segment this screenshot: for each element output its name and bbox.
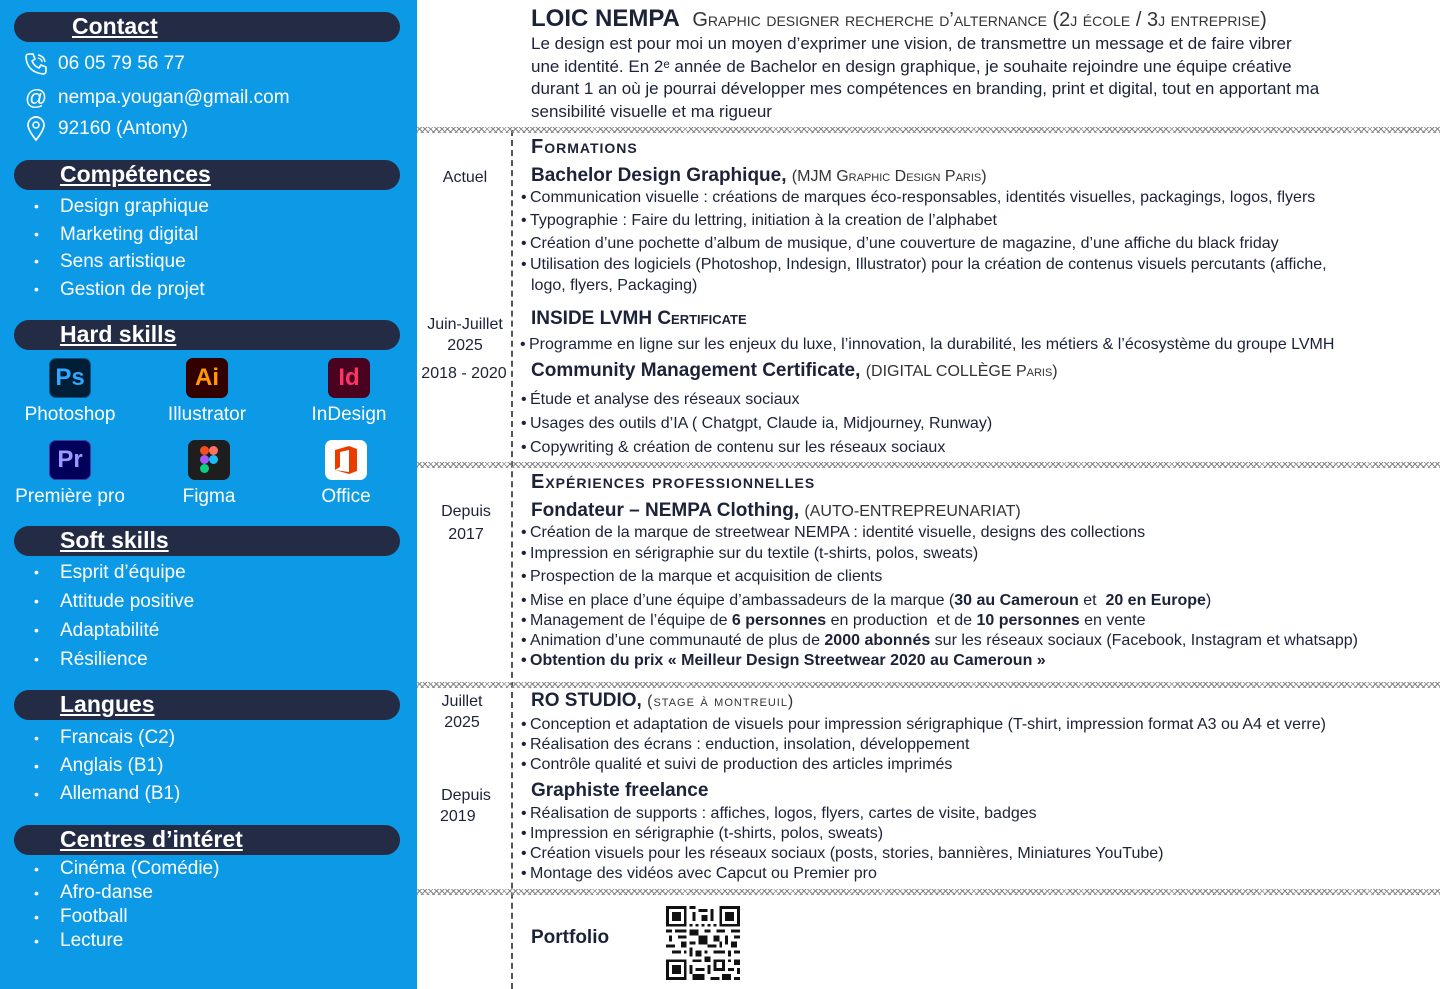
ro-date bbox=[426, 691, 498, 733]
text-run: Animation d’une communauté de plus de bbox=[530, 632, 825, 649]
text-run: Mise en place d’une équipe d’ambassadeurs de la marque ( bbox=[530, 592, 955, 609]
qr-code-icon bbox=[666, 906, 740, 980]
date-line: Juillet bbox=[441, 693, 483, 710]
langues-header bbox=[14, 690, 400, 720]
app-figma bbox=[139, 440, 279, 508]
list-item: • Allemand (B1) bbox=[34, 780, 180, 808]
list-item: • Marketing digital bbox=[34, 221, 209, 249]
sidebar bbox=[0, 0, 417, 989]
text-run: sur les réseaux sociaux (Facebook, Instagram et whatsapp) bbox=[930, 632, 1358, 649]
app-illustrator bbox=[137, 358, 277, 426]
list-item: • Création visuels pour les réseaux sociaux (posts, stories, bannières, Miniatures YouTube) bbox=[521, 844, 1164, 864]
office-icon bbox=[325, 440, 367, 480]
portfolio-qr-code[interactable] bbox=[666, 906, 740, 980]
at-icon: @ bbox=[24, 85, 48, 110]
date-line: Depuis bbox=[441, 503, 491, 520]
community-org: (DIGITAL COLLÈGE Paris) bbox=[865, 363, 1058, 380]
list-item: • Prospection de la marque et acquisition de clients bbox=[521, 567, 1358, 587]
freelance-title: Graphiste freelance bbox=[531, 780, 709, 801]
competences-header bbox=[14, 160, 400, 190]
app-label: Photoshop bbox=[24, 404, 116, 425]
email-text: nempa.yougan@gmail.com bbox=[58, 87, 290, 108]
list-item: • Francais (C2) bbox=[34, 724, 180, 752]
contact-location bbox=[22, 115, 188, 143]
list-item: • Attitude positive bbox=[34, 587, 194, 616]
list-item: • Impression en sérigraphie (t-shirts, polos, sweats) bbox=[521, 824, 1164, 844]
date-line: 2019 bbox=[440, 808, 476, 825]
experiences-heading: Expériences professionnelles bbox=[531, 471, 816, 493]
text-run: en vente bbox=[1079, 612, 1146, 629]
ro-title bbox=[531, 690, 794, 712]
text-run-bold: 2000 abonnés bbox=[824, 632, 931, 649]
community-title bbox=[531, 360, 1058, 382]
list-item: • Gestion de projet bbox=[34, 276, 209, 304]
intro-paragraph bbox=[531, 33, 1421, 123]
indesign-icon: Id bbox=[328, 358, 370, 398]
app-label: Première pro bbox=[15, 486, 125, 507]
nempa-title bbox=[531, 500, 1021, 522]
langues-heading: Langues bbox=[60, 691, 155, 717]
freelance-bullets bbox=[521, 804, 1164, 884]
lvmh-date bbox=[418, 314, 512, 356]
list-item: • Copywriting & création de contenu sur les réseaux sociaux bbox=[521, 438, 992, 458]
app-photoshop bbox=[0, 358, 140, 426]
text-run-bold: 6 personnes bbox=[731, 612, 827, 629]
community-date: 2018 - 2020 bbox=[421, 365, 507, 382]
candidate-name: LOIC NEMPA bbox=[531, 5, 680, 32]
list-item: • Design graphique bbox=[34, 193, 209, 221]
app-label: InDesign bbox=[311, 404, 387, 425]
contact-heading: Contact bbox=[72, 13, 158, 39]
premiere-icon: Pr bbox=[49, 440, 91, 480]
portfolio-label: Portfolio bbox=[531, 927, 610, 948]
text-run: Management de l’équipe de bbox=[530, 612, 732, 629]
list-item-continuation: logo, flyers, Packaging) bbox=[531, 277, 698, 294]
phone-text: 06 05 79 56 77 bbox=[58, 53, 185, 74]
text-run-bold: 30 au Cameroun bbox=[954, 592, 1079, 609]
list-item: • Football bbox=[34, 905, 219, 929]
photoshop-icon: Ps bbox=[49, 358, 91, 398]
contact-email[interactable] bbox=[22, 84, 290, 112]
list-item bbox=[521, 611, 1358, 631]
list-item: • Programme en ligne sur les enjeux du luxe, l’innovation, la durabilité, les métiers & l’écosystème du groupe LVMH bbox=[520, 335, 1334, 355]
location-pin-icon bbox=[22, 115, 50, 143]
ro-org: (stage à montreuil) bbox=[647, 693, 795, 710]
section-divider bbox=[417, 682, 1440, 688]
nempa-title-text: Fondateur – NEMPA Clothing, bbox=[531, 500, 800, 521]
list-item: • Montage des vidéos avec Capcut ou Premier pro bbox=[521, 864, 1164, 884]
bachelor-title-text: Bachelor Design Graphique, bbox=[531, 165, 787, 186]
list-item: • Cinéma (Comédie) bbox=[34, 857, 219, 881]
phone-icon bbox=[22, 50, 50, 78]
bachelor-org: (MJM Graphic Design Paris) bbox=[791, 168, 987, 185]
text-run: et bbox=[1078, 592, 1106, 609]
bachelor-title bbox=[531, 165, 987, 187]
date-line: 2025 bbox=[447, 337, 483, 354]
text-run: en production et de bbox=[826, 612, 977, 629]
langues-list bbox=[34, 724, 180, 808]
interets-header bbox=[14, 825, 400, 855]
app-indesign bbox=[279, 358, 419, 426]
list-item: • Typographie : Faire du lettring, initiation à la creation de l’alphabet bbox=[521, 211, 1327, 231]
contact-header bbox=[14, 12, 400, 42]
bachelor-date: Actuel bbox=[442, 169, 488, 186]
list-item: • Réalisation des écrans : enduction, insolation, développement bbox=[521, 735, 1326, 755]
intro-line: durant 1 an où je pourrai développer mes compétences en branding, print et digital, tout en apportant ma bbox=[531, 79, 1320, 98]
section-divider bbox=[417, 127, 1440, 133]
list-item: • Lecture bbox=[34, 929, 219, 953]
intro-line: Le design est pour moi un moyen d’exprimer une vision, de transmettre un message et de faire vibrer bbox=[531, 34, 1292, 53]
app-label: Office bbox=[321, 486, 371, 507]
freelance-date bbox=[430, 785, 502, 827]
lvmh-bullets bbox=[520, 335, 1334, 355]
app-label: Figma bbox=[182, 486, 236, 507]
list-item: • Conception et adaptation de visuels pour impression sérigraphique (T-shirt, impression format A3 ou A4 et verre) bbox=[521, 715, 1326, 735]
candidate-tagline: Graphic designer recherche d’alternance (2j école / 3j entreprise) bbox=[692, 9, 1267, 31]
date-line: Juin-Juillet bbox=[427, 316, 503, 333]
soft-skills-header bbox=[14, 526, 400, 556]
intro-line: une identité. En 2ᵉ année de Bachelor en design graphique, je souhaite rejoindre une équipe créative bbox=[531, 56, 1292, 76]
ro-title-text: RO STUDIO, bbox=[531, 690, 642, 711]
text-run-bold: 10 personnes bbox=[976, 612, 1080, 629]
interets-heading: Centres d’intéret bbox=[60, 826, 243, 852]
nempa-bullets bbox=[521, 523, 1358, 671]
list-item: • Communication visuelle : créations de marques éco-responsables, identités visuelles, packagings, logos, flyers bbox=[521, 188, 1327, 208]
location-text: 92160 (Antony) bbox=[58, 118, 188, 139]
hard-skills-header bbox=[14, 320, 400, 350]
competences-list bbox=[34, 193, 209, 303]
list-item: • Sens artistique bbox=[34, 248, 209, 276]
list-item: • Afro-danse bbox=[34, 881, 219, 905]
date-line: 2017 bbox=[448, 526, 484, 543]
list-item: • Utilisation des logiciels (Photoshop, Indesign, Illustrator) pour la création de contenus visuels percutants (affiche, bbox=[521, 255, 1327, 275]
bachelor-bullets bbox=[521, 188, 1327, 296]
text-run: ) bbox=[1205, 592, 1212, 609]
formations-heading: Formations bbox=[531, 136, 638, 158]
section-divider bbox=[417, 462, 1440, 468]
community-bullets bbox=[521, 390, 992, 458]
list-item: • Résilience bbox=[34, 645, 194, 674]
lvmh-title: INSIDE LVMH Certificate bbox=[531, 308, 747, 329]
list-item: • Anglais (B1) bbox=[34, 752, 180, 780]
list-item bbox=[521, 631, 1358, 651]
list-item: • Étude et analyse des réseaux sociaux bbox=[521, 390, 992, 410]
text-run-bold: 20 en Europe bbox=[1105, 592, 1206, 609]
competences-heading: Compétences bbox=[60, 161, 211, 187]
section-divider bbox=[417, 889, 1440, 895]
list-item: • Création d’une pochette d’album de musique, d’une couverture de magazine, d’une affiche du black friday bbox=[521, 234, 1327, 254]
hard-skills-heading: Hard skills bbox=[60, 321, 177, 347]
app-label: Illustrator bbox=[167, 404, 247, 425]
list-item bbox=[521, 591, 1358, 611]
list-item: • Adaptabilité bbox=[34, 616, 194, 645]
list-item: • Impression en sérigraphie sur du textile (t-shirts, polos, sweats) bbox=[521, 544, 1358, 564]
community-title-text: Community Management Certificate, bbox=[531, 360, 861, 381]
nempa-org: (AUTO-ENTREPREUNARIAT) bbox=[804, 503, 1021, 520]
list-item: • Contrôle qualité et suivi de production des articles imprimés bbox=[521, 755, 1326, 775]
list-item: • Création de la marque de streetwear NEMPA : identité visuelle, designs des collections bbox=[521, 523, 1358, 543]
contact-phone[interactable] bbox=[22, 50, 185, 78]
list-item: • Esprit d’équipe bbox=[34, 558, 194, 587]
app-office bbox=[276, 440, 416, 508]
date-line: Depuis bbox=[441, 787, 491, 804]
list-item: • Réalisation de supports : affiches, logos, flyers, cartes de visite, badges bbox=[521, 804, 1164, 824]
intro-line: sensibilité visuelle et ma rigueur bbox=[531, 101, 772, 121]
nempa-date bbox=[430, 501, 502, 545]
ro-bullets bbox=[521, 715, 1326, 775]
app-premiere bbox=[0, 440, 140, 508]
interets-list bbox=[34, 857, 219, 953]
page-title bbox=[531, 5, 1267, 33]
list-item: • Usages des outils d’IA ( Chatgpt, Claude ia, Midjourney, Runway) bbox=[521, 414, 992, 434]
list-item: • Obtention du prix « Meilleur Design Streetwear 2020 au Cameroun » bbox=[521, 651, 1358, 671]
timeline-divider bbox=[511, 130, 513, 989]
illustrator-icon: Ai bbox=[186, 358, 228, 398]
date-line: 2025 bbox=[444, 714, 480, 731]
soft-skills-list bbox=[34, 558, 194, 674]
soft-skills-heading: Soft skills bbox=[60, 527, 169, 553]
figma-icon bbox=[188, 440, 230, 480]
